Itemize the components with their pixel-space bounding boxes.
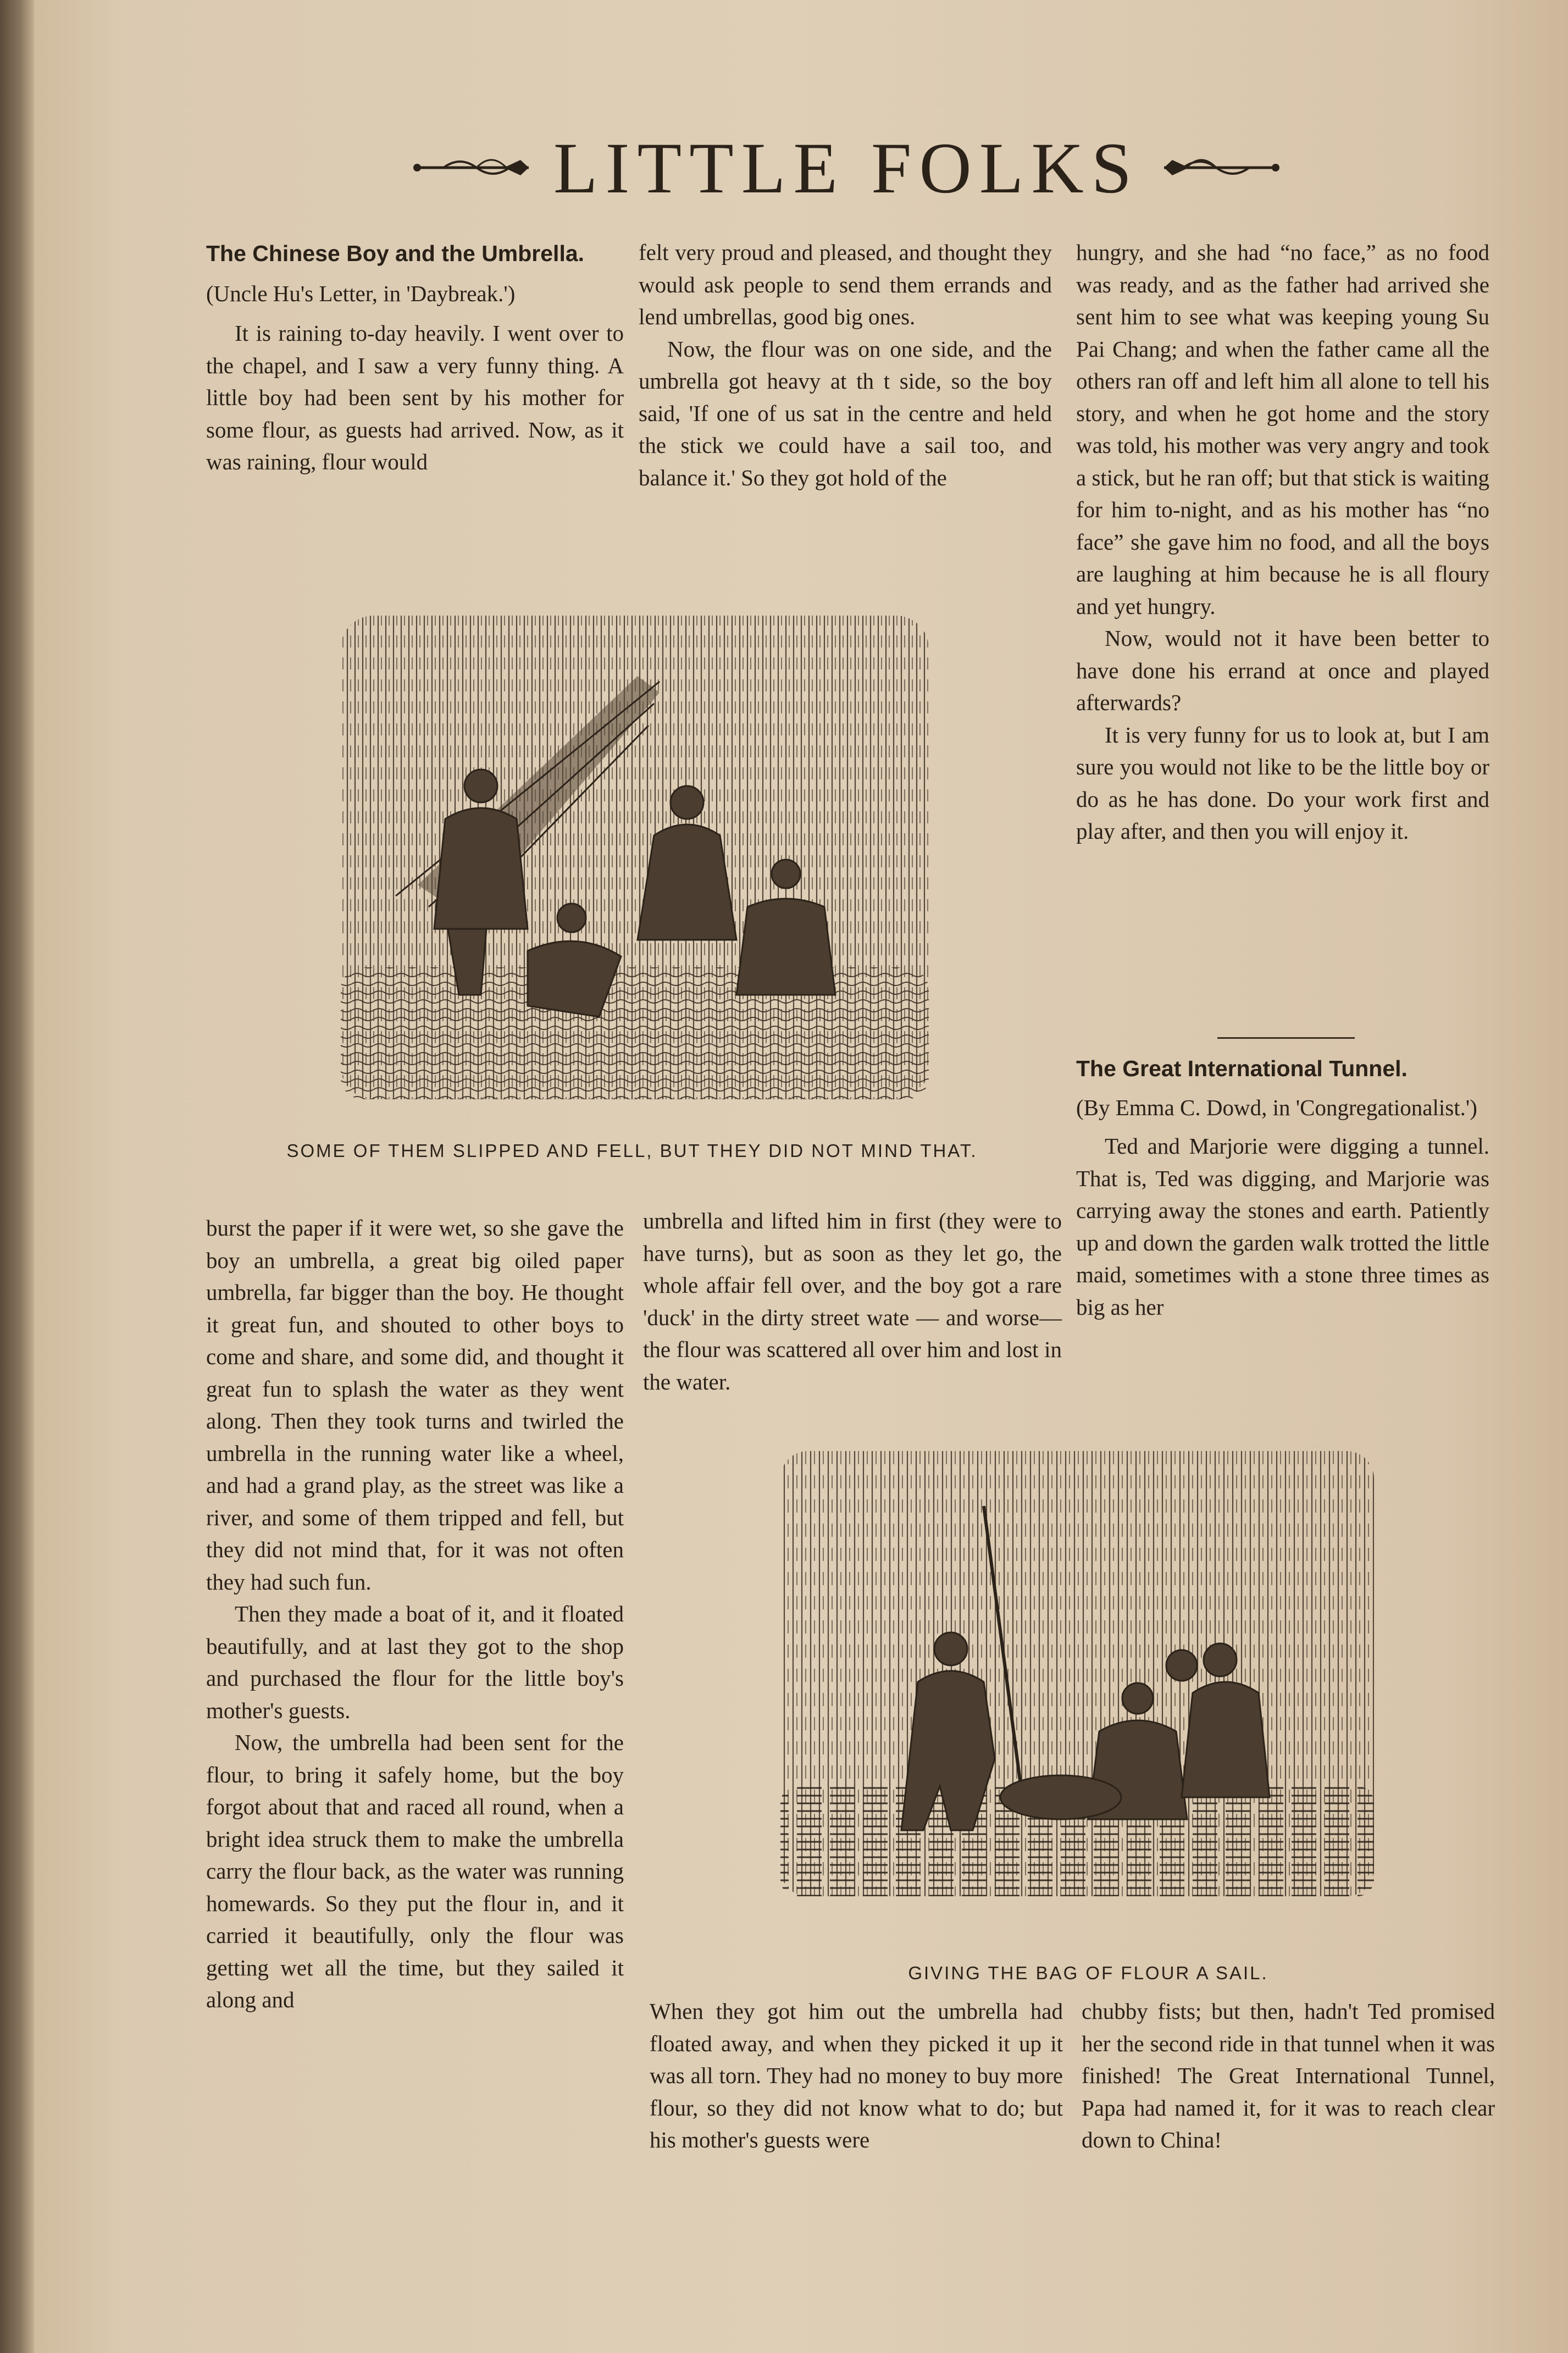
illustration-flour-bag-sail	[764, 1446, 1390, 1902]
illustration1-caption: SOME OF THEM SLIPPED AND FELL, BUT THEY DID NOT MIND THAT.	[286, 1140, 978, 1161]
masthead	[374, 126, 1319, 209]
story2-paragraph: Ted and Marjorie were digging a tunnel. That is, Ted was digging, and Marjorie was carrying away the stones and earth. Patiently up and down the garden walk trotted the little maid, sometimes with a stone three times as big as her	[1076, 1133, 1489, 1320]
masthead-title: LITTLE FOLKS	[553, 127, 1140, 208]
illustration2-caption: GIVING THE BAG OF FLOUR A SAIL.	[908, 1963, 1268, 1983]
story1-column2-bottom	[650, 1995, 1063, 2156]
story1-paragraph: Now, the flour was on one side, and the umbrella got heavy at th t side, so the boy said, 'If one of us sat in the centre and held the stick we could have a sail too, and balance it.' So they got hold of the	[639, 336, 1052, 490]
right-ornament-icon	[1156, 151, 1282, 184]
story1-column1-middle	[206, 1212, 624, 2016]
story1-byline: (Uncle Hu's Letter, in 'Daybreak.')	[206, 280, 516, 306]
story2-paragraph: chubby fists; but then, hadn't Ted promised her the second ride in that tunnel when it was finished! The Great International Tunnel, Papa had named it, for it was to reach clear down to China!	[1082, 1998, 1495, 2152]
story2-heading-block	[1076, 1053, 1489, 1323]
story1-paragraph: Now, the umbrella had been sent for the flour, to bring it safely home, but the boy forgot about that and raced all round, when a bright idea struck them to make the umbrella carry the flour back, as the water was running homewards. So they put the flour in, and it carried it beautifully, only the flour was getting wet all the time, but they sailed it along and	[206, 1730, 624, 2012]
story1-paragraph: hungry, and she had “no face,” as no food was ready, and as the father had arrived she sent him to see what was keeping young Su Pai Chang; and when the father came all the others ran off and left him all alone to tell his story, and when he got home and the story was told, his mother was very angry and took a stick, but he ran off; but that stick is waiting for him to-night, and as his mother has “no face” she gave him no food, and all the boys are laughing at him because he is all floury and yet hungry.	[1076, 240, 1489, 619]
story1-column2-top	[639, 236, 1052, 494]
story1-paragraph: It is raining to-day heavily. I went over to the chapel, and I saw a very funny thing. A little boy had been sent by his mother for some flour, as guests had arrived. Now, as it was raining, flour would	[206, 320, 624, 474]
story1-paragraph: When they got him out the umbrella had floated away, and when they picked it up it was all torn. They had no money to buy more flour, so they did not know what to do; but his mother's guests were	[650, 1998, 1063, 2152]
story1-heading: The Chinese Boy and the Umbrella.	[206, 241, 585, 266]
story1-column3-top	[1076, 236, 1489, 848]
section-divider	[1217, 1037, 1355, 1039]
illustration-boys-umbrella-rain	[330, 610, 940, 1116]
story1-paragraph: Then they made a boat of it, and it floated beautifully, and at last they got to the shop and purchased the flour for the little boy's mother's guests.	[206, 1601, 624, 1723]
story1-paragraph: Now, would not it have been better to have done his errand at once and played afterwards?	[1076, 625, 1489, 715]
story1-paragraph: It is very funny for us to look at, but I am sure you would not like to be the little boy or do as he has done. Do your work first and play after, and then you will enjoy it.	[1076, 722, 1489, 844]
story2-heading: The Great International Tunnel.	[1076, 1056, 1408, 1081]
story1-column1-top	[206, 237, 624, 478]
story1-column2-middle	[643, 1205, 1062, 1398]
binding-spine	[0, 0, 34, 2353]
story2-byline: (By Emma C. Dowd, in 'Congregationalist.')	[1076, 1094, 1477, 1120]
story2-column3-bottom	[1082, 1995, 1495, 2156]
left-ornament-icon	[411, 151, 537, 184]
story1-paragraph: burst the paper if it were wet, so she gave the boy an umbrella, a great big oiled paper umbrella, far bigger than the boy. He thought it great fun, and shouted to other boys to come and share, and some did, and thought it great fun to splash the water as they went along. Then they took turns and twirled the umbrella in the running water like a wheel, and had a grand play, as the street was like a river, and some of them tripped and fell, but they did not mind that, for it was not often they had such fun.	[206, 1215, 624, 1594]
story1-paragraph: felt very proud and pleased, and thought they would ask people to send them errands and lend umbrellas, good big ones.	[639, 240, 1052, 329]
story1-paragraph: umbrella and lifted him in first (they were to have turns), but as soon as they let go, the whole affair fell over, and the boy got a rare 'duck' in the dirty street wate — and worse—the flour was scattered all over him and lost in the water.	[643, 1208, 1062, 1394]
